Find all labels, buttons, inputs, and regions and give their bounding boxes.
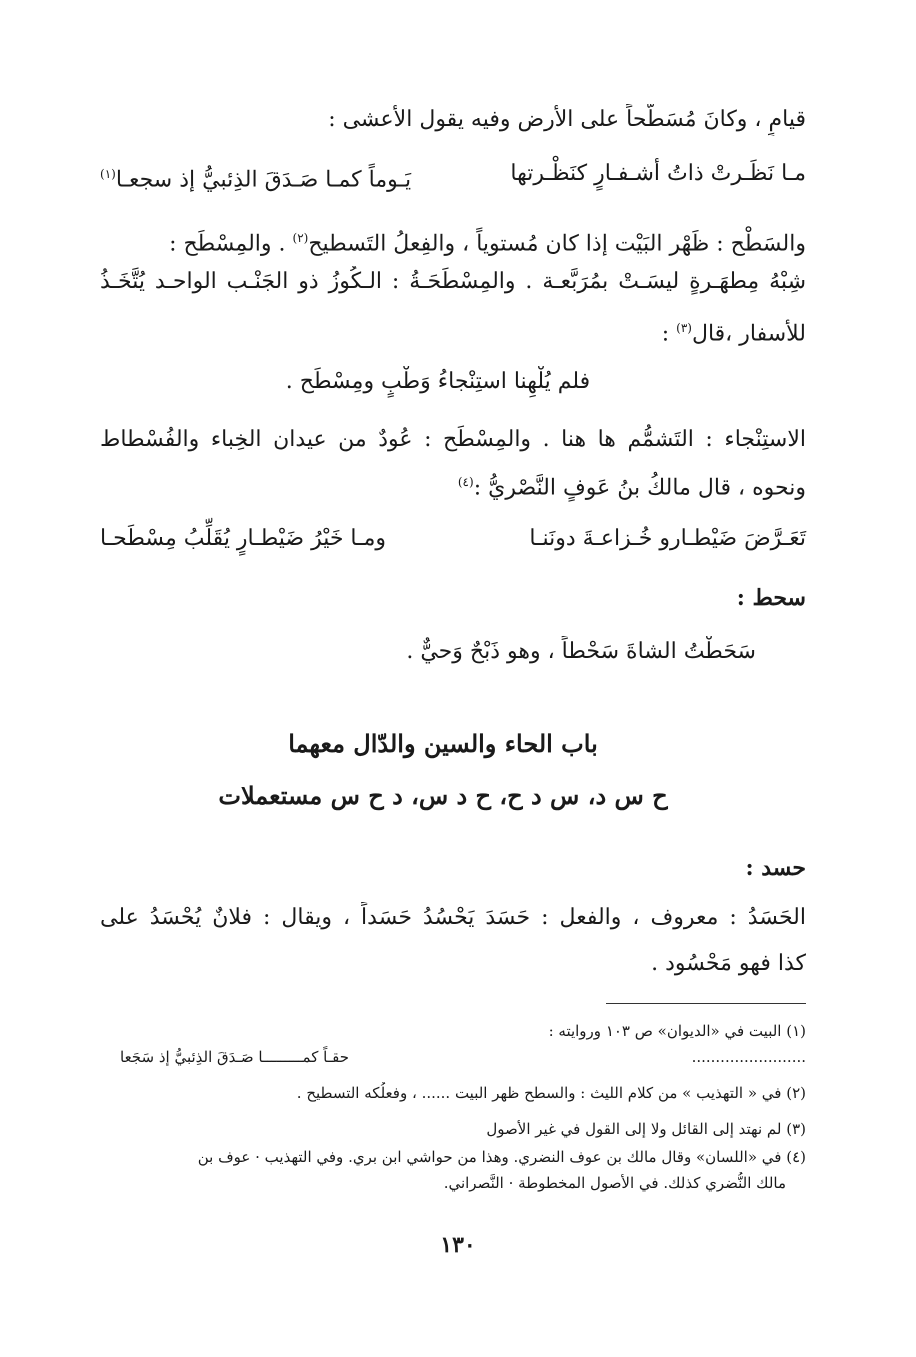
- verse-2-second-hemistich: ومـا خَيْرُ ضَيْطـارٍ يُقَلِّبُ مِسْطَحـا: [100, 526, 386, 551]
- headword-hasada: حسد :: [745, 855, 806, 881]
- footnote-ref-2b: (٢): [292, 231, 309, 245]
- text-line-1: قيامٍ ، وكانَ مُسَطَّحاً على الأرض وفيه يقول الأعشى :: [328, 107, 806, 132]
- text-line-3: والسَطْح : ظَهْر البَيْت إذا كان مُستوياً ، والفِعلُ التَسطيح$^{(٢)}$ . والمِسْطَح :: [169, 231, 806, 257]
- verse-2-first-hemistich: تَعَـرَّضَ ضَيْطـارو خُـزاعـةَ دونَنـا: [529, 526, 806, 551]
- text-line-10: سَحَطْتُ الشاةَ سَحْطاً ، وهو ذَبْحٌ وَحيٌّ .: [406, 639, 756, 664]
- chapter-subtitle: ح س د، س د ح، ح د س، د ح س مستعملات: [218, 781, 668, 810]
- text-line-13: الحَسَدُ : معروف ، والفعل : حَسَدَ يَحْسُدُ حَسَداً ، ويقال : فلانٌ يُحْسَدُ على: [100, 905, 806, 930]
- text-line-7: الاستِنْجاء : التَشمُّم ها هنا . والمِسْطَح : عُودٌ من عيدان الخِباء والفُسْطاط: [100, 427, 806, 452]
- footnote-1-verse: [120, 1046, 806, 1068]
- text-line-4: شِبْهُ مِطهَـرةٍ ليسَـتْ بمُرَبَّعـة . والمِسْطَحَـةُ : الـكُوزُ ذو الجَنْـب الواحـد يُتَّخَـذُ: [100, 269, 806, 294]
- text-line-14: كذا فهو مَحْسُود .: [651, 951, 806, 976]
- verse-1: [100, 158, 806, 196]
- verse-1-second-hemistich: يَـوماً كمـا صَـدَقَ الذِئبيُّ إذ سجعـا$^{(١)}$: [100, 167, 412, 193]
- verse-1-first-hemistich: مـا نَظَـرتْ ذاتُ أشـفـارٍ كنَظْـرتها: [510, 161, 806, 186]
- footnote-ref-1: (١): [100, 167, 116, 181]
- footnote-ref-4: (٤): [457, 475, 474, 489]
- footnote-ref-3: (٣): [676, 321, 692, 335]
- headword-sahata: سحط :: [736, 585, 806, 611]
- text-line-5: للأسفار ،قال$^{(٣)}$ :: [661, 321, 806, 347]
- footnote-1-dots: ........................: [691, 1048, 806, 1066]
- page-number: ١٣٠: [440, 1232, 476, 1258]
- footnote-3: (٣) لم نهتد إلى القائل ولا إلى القول في غير الأصول: [486, 1120, 806, 1138]
- chapter-title: باب الحاء والسين والدّال معهما: [288, 729, 598, 758]
- text-line-8: ونحوه ، قال مالكُ بنُ عَوفٍ النَّصْريُّ :$^{(٤)}$: [457, 475, 806, 501]
- footnote-2: (٢) في « التهذيب » من كلام الليث : والسطح ظهر البيت ...... ، وفعلُكه التسطيح .: [296, 1084, 806, 1102]
- verse-hemistich: فلم يُلْهِنا استِنْجاءُ وَطْبٍ ومِسْطَح .: [285, 369, 591, 394]
- footnote-4-line-1: (٤) في «اللسان» وقال مالك بن عوف النضري. وهذا من حواشي ابن بري. وفي التهذيب · عوف بن: [197, 1148, 806, 1166]
- footnote-1-hemistich: حقـاً كمـــــــــا صَـدَقَ الذِئبيُّ إذ سَجَعا: [120, 1048, 349, 1066]
- footnote-1: (١) البيت في «الديوان» ص ١٠٣ وروايته :: [548, 1022, 806, 1040]
- verse-2: [100, 523, 806, 555]
- footnote-4-line-2: مالك النُّضري كذلك. في الأصول المخطوطة · النَّصراني.: [443, 1174, 786, 1192]
- footnote-divider: [606, 1003, 806, 1004]
